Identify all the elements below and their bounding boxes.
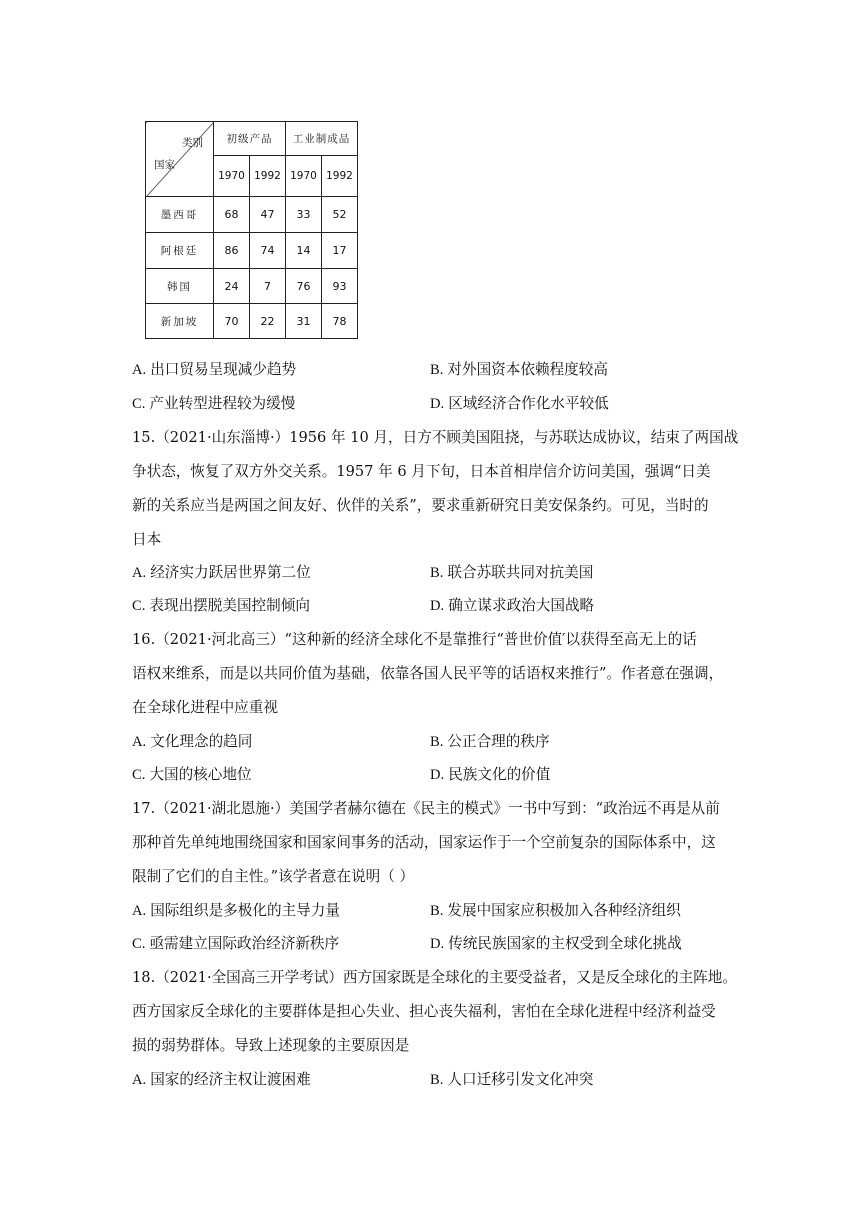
table-row — [146, 233, 358, 269]
q17-stem-line: 限制了它们的自主性。”该学者意在说明（ ） — [132, 868, 415, 885]
value-cell: 52 — [322, 197, 358, 233]
value-cell: 14 — [286, 233, 322, 269]
year-header: 1970 — [286, 156, 322, 197]
q16-option-a[interactable]: A. 文化理念的趋同 — [132, 733, 253, 750]
q18-option-b[interactable]: B. 人口迁移引发文化冲突 — [430, 1071, 594, 1088]
value-cell: 22 — [250, 304, 286, 339]
value-cell: 93 — [322, 269, 358, 304]
q18-stem-line: 西方国家反全球化的主要群体是担心失业、担心丧失福利，害怕在全球化进程中经济利益受 — [132, 1003, 716, 1020]
q17-stem-line: 17.（2021·湖北恩施·）美国学者赫尔德在《民主的模式》一书中写到：“政治远不再是从前 — [132, 800, 720, 817]
value-cell: 7 — [250, 269, 286, 304]
q14-option-b[interactable]: B. 对外国资本依赖程度较高 — [430, 361, 608, 378]
value-cell: 70 — [214, 304, 250, 339]
q16-stem-line: 在全球化进程中应重视 — [132, 699, 278, 716]
country-cell: 墨西哥 — [146, 197, 214, 233]
value-cell: 33 — [286, 197, 322, 233]
q15-option-a[interactable]: A. 经济实力跃居世界第二位 — [132, 564, 311, 581]
q14-option-c[interactable]: C. 产业转型进程较为缓慢 — [132, 395, 296, 412]
q15-option-d[interactable]: D. 确立谋求政治大国战略 — [430, 597, 595, 614]
year-header: 1992 — [322, 156, 358, 197]
year-header: 1970 — [214, 156, 250, 197]
value-cell: 17 — [322, 233, 358, 269]
value-cell: 24 — [214, 269, 250, 304]
q17-option-c[interactable]: C. 亟需建立国际政治经济新秩序 — [132, 935, 340, 952]
q16-option-c[interactable]: C. 大国的核心地位 — [132, 766, 252, 783]
value-cell: 78 — [322, 304, 358, 339]
value-cell: 74 — [250, 233, 286, 269]
q17-stem-line: 那种首先单纯地围绕国家和国家间事务的活动，国家运作于一个空前复杂的国际体系中，这 — [132, 834, 716, 851]
header-primary-products: 初级产品 — [214, 122, 286, 156]
value-cell: 68 — [214, 197, 250, 233]
q15-stem-line: 日本 — [132, 531, 162, 548]
q16-stem-line: 语权来维系，而是以共同价值为基础，依靠各国人民平等的话语权来推行”。作者意在强调， — [132, 665, 724, 682]
q17-option-d[interactable]: D. 传统民族国家的主权受到全球化挑战 — [430, 935, 682, 952]
value-cell: 31 — [286, 304, 322, 339]
q18-option-a[interactable]: A. 国家的经济主权让渡困难 — [132, 1071, 311, 1088]
q16-option-d[interactable]: D. 民族文化的价值 — [430, 766, 551, 783]
corner-country-label: 国家 — [154, 159, 175, 171]
table-row — [146, 304, 358, 339]
q15-stem-line: 争状态，恢复了双方外交关系。1957 年 6 月下旬，日本首相岸信介访问美国，强调“日美 — [132, 463, 711, 480]
year-header: 1992 — [250, 156, 286, 197]
country-cell: 阿根廷 — [146, 233, 214, 269]
q15-option-b[interactable]: B. 联合苏联共同对抗美国 — [430, 564, 594, 581]
q17-option-a[interactable]: A. 国际组织是多极化的主导力量 — [132, 902, 340, 919]
q15-stem-line: 15.（2021·山东淄博·）1956 年 10 月，日方不顾美国阻挠，与苏联达成协议，结束了两国战 — [132, 429, 739, 446]
table-row — [146, 269, 358, 304]
q16-stem-line: 16.（2021·河北高三）“这种新的经济全球化不是靠推行“普世价值′以获得至高无上的话 — [132, 631, 697, 648]
country-cell: 新加坡 — [146, 304, 214, 339]
value-cell: 47 — [250, 197, 286, 233]
value-cell: 86 — [214, 233, 250, 269]
value-cell: 76 — [286, 269, 322, 304]
q15-option-c[interactable]: C. 表现出摆脱美国控制倾向 — [132, 597, 310, 614]
table-row — [146, 197, 358, 233]
q18-stem-line: 损的弱势群体。导致上述现象的主要原因是 — [132, 1037, 410, 1054]
q14-option-a[interactable]: A. 出口贸易呈现减少趋势 — [132, 361, 297, 378]
corner-category-label: 类别 — [182, 137, 203, 149]
export-structure-table — [145, 121, 358, 339]
header-manufactured-goods: 工业制成品 — [286, 122, 358, 156]
table-corner-cell — [146, 122, 214, 197]
q18-stem-line: 18.（2021·全国高三开学考试）西方国家既是全球化的主要受益者，又是反全球化的主阵地。 — [132, 969, 737, 986]
q15-stem-line: 新的关系应当是两国之间友好、伙伴的关系”，要求重新研究日美安保条约。可见，当时的 — [132, 497, 709, 514]
q16-option-b[interactable]: B. 公正合理的秩序 — [430, 733, 550, 750]
q17-option-b[interactable]: B. 发展中国家应积极加入各种经济组织 — [430, 902, 681, 919]
q14-option-d[interactable]: D. 区域经济合作化水平较低 — [430, 395, 609, 412]
country-cell: 韩国 — [146, 269, 214, 304]
